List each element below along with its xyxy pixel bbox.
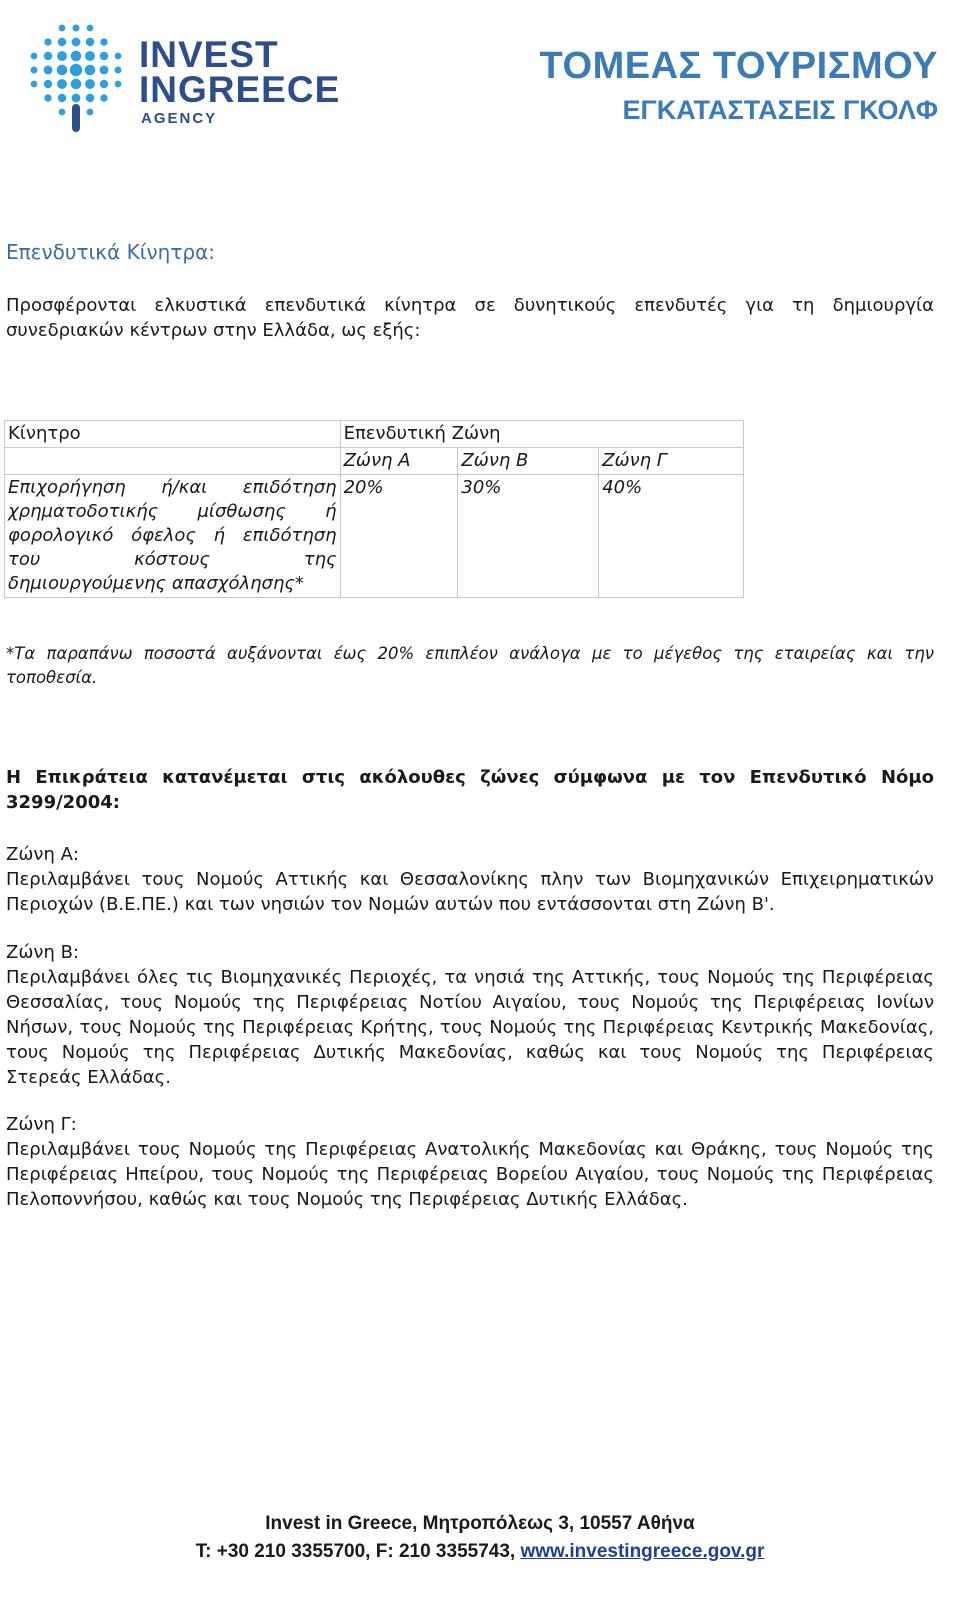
zone-b-value: 30%	[458, 475, 599, 598]
logo-dot	[87, 25, 94, 32]
logo-dot	[31, 67, 38, 74]
logo-dot	[57, 79, 67, 89]
table-row	[5, 475, 744, 598]
footer-phone-fax: T: +30 210 3355700, F: 210 3355743,	[195, 1541, 521, 1562]
logo-dot	[57, 65, 68, 76]
logo-dot	[86, 94, 94, 102]
footer-contact	[0, 1541, 960, 1563]
logo-dot	[85, 79, 95, 89]
logo-dot	[59, 25, 66, 32]
logo-dot	[100, 38, 107, 45]
incentive-line: φορολογικό όφελος ή επιδότηση	[8, 525, 337, 546]
logo-dots-icon	[22, 14, 132, 136]
header-title-block	[540, 44, 938, 126]
zone-a-value: 20%	[340, 475, 458, 598]
zone-a-header: Ζώνη Α	[340, 448, 458, 475]
logo-dot	[87, 109, 94, 116]
incentive-description	[5, 475, 341, 598]
zone-b-label: Ζώνη Β:	[6, 942, 80, 963]
logo-dot	[57, 51, 67, 61]
incentive-line: Επιχορήγηση ή/και επιδότηση	[8, 477, 337, 498]
zone-b-header: Ζώνη Β	[458, 448, 599, 475]
logo-dot	[44, 80, 52, 88]
section-title: Επενδυτικά Κίνητρα:	[6, 240, 215, 264]
logo-dot	[44, 94, 51, 101]
header-subtitle: ΕΓΚΑΤΑΣΤΑΣΕΙΣ ΓΚΟΛΦ	[622, 95, 938, 125]
logo-stem	[72, 104, 80, 132]
logo-dot	[70, 64, 82, 76]
logo-line-1: INVEST	[139, 34, 279, 75]
table-zones-row	[5, 448, 744, 475]
logo-line-3: AGENCY	[141, 110, 218, 127]
logo-dot	[44, 38, 51, 45]
logo-dot	[100, 52, 108, 60]
logo-dot	[100, 94, 107, 101]
logo-dot	[31, 53, 38, 60]
logo-dot	[31, 81, 38, 88]
logo-dot	[73, 25, 80, 32]
header-incentive: Κίνητρο	[5, 421, 341, 448]
incentive-line: δημιουργούμενης απασχόλησης*	[8, 573, 304, 594]
footer-website-link[interactable]: www.investingreece.gov.gr	[520, 1541, 765, 1562]
zone-c-value: 40%	[599, 475, 744, 598]
logo-dot	[71, 51, 82, 62]
logo-dot	[72, 94, 81, 103]
zone-c-text: Περιλαμβάνει τους Νομούς της Περιφέρειας Ανατολικής Μακεδονίας και Θράκης, τους Νομούς της Περιφέρειας Ηπείρου, τους Νομούς της Περιφέρειας Βορείου Αιγαίου, τους Νομούς της Περιφέρειας Πελοποννήσου, καθώς και τους Νομούς της Περιφέρειας Δυτικής Ελλάδας.	[6, 1139, 934, 1210]
logo-dot	[44, 66, 53, 75]
logo-dot	[85, 51, 95, 61]
logo-dot	[58, 94, 66, 102]
table-header-row	[5, 421, 744, 448]
logo-dot	[59, 109, 66, 116]
zone-b-text: Περιλαμβάνει όλες τις Βιομηχανικές Περιοχές, τα νησιά της Αττικής, τους Νομούς της Περιφέρειας Θεσσαλίας, τους Νομούς της Περιφέρειας Νοτίου Αιγαίου, τους Νομούς της Περιφέρειας Ιονίων Νήσων, τους Νομούς της Περιφέρειας Κρήτης, τους Νομούς της Περιφέρειας Κεντρικής Μακεδονίας, τους Νομούς της Περιφέρειας Δυτικής Μακεδονίας, καθώς και τους Νομούς της Περιφέρειας Στερεάς Ελλάδας.	[6, 967, 934, 1088]
zone-c-header: Ζώνη Γ	[599, 448, 744, 475]
logo-dot	[100, 80, 108, 88]
company-logo	[22, 14, 342, 136]
logo-wordmark	[139, 36, 340, 127]
logo-dot	[71, 79, 82, 90]
footer-address: Invest in Greece, Μητροπόλεως 3, 10557 Αθήνα	[265, 1513, 695, 1534]
logo-dot	[58, 38, 66, 46]
zones-intro: Η Επικράτεια κατανέμεται στις ακόλουθες ζώνες σύμφωνα με τον Επενδυτικό Νόμο 3299/2004:	[6, 767, 934, 813]
logo-line-2: INGREECE	[139, 69, 341, 110]
logo-dot	[44, 52, 52, 60]
zone-a-label: Ζώνη Α:	[6, 844, 79, 865]
logo-dot	[115, 67, 122, 74]
logo-dot	[86, 38, 94, 46]
logo-dot	[85, 65, 96, 76]
header-investment-zone: Επενδυτική Ζώνη	[340, 421, 743, 448]
incentives-table	[4, 420, 744, 598]
zone-a-text: Περιλαμβάνει τους Νομούς Αττικής και Θεσσαλονίκης πλην των Βιομηχανικών Επιχειρηματικών Περιοχών (Β.Ε.ΠΕ.) και των νησιών τον Νομών αυτών που εντάσσονται στη Ζώνη Β'.	[6, 869, 934, 915]
logo-dot	[100, 66, 109, 75]
zone-c-label: Ζώνη Γ:	[6, 1114, 77, 1135]
empty-cell	[5, 448, 341, 475]
table-footnote: *Τα παραπάνω ποσοστά αυξάνονται έως 20% επιπλέον ανάλογα με το μέγεθος της εταιρείας και την τοποθεσία.	[6, 644, 934, 687]
incentive-line: του κόστους της	[8, 549, 337, 570]
incentive-line: χρηματοδοτικής μίσθωσης ή	[8, 501, 337, 522]
logo-dot	[115, 53, 122, 60]
logo-dot	[115, 81, 122, 88]
intro-paragraph: Προσφέρονται ελκυστικά επενδυτικά κίνητρα σε δυνητικούς επενδυτές για τη δημιουργία συνεδριακών κέντρων στην Ελλάδα, ως εξής:	[6, 295, 934, 341]
logo-dot	[72, 38, 81, 47]
header-title: ΤΟΜΕΑΣ ΤΟΥΡΙΣΜΟΥ	[539, 45, 938, 87]
